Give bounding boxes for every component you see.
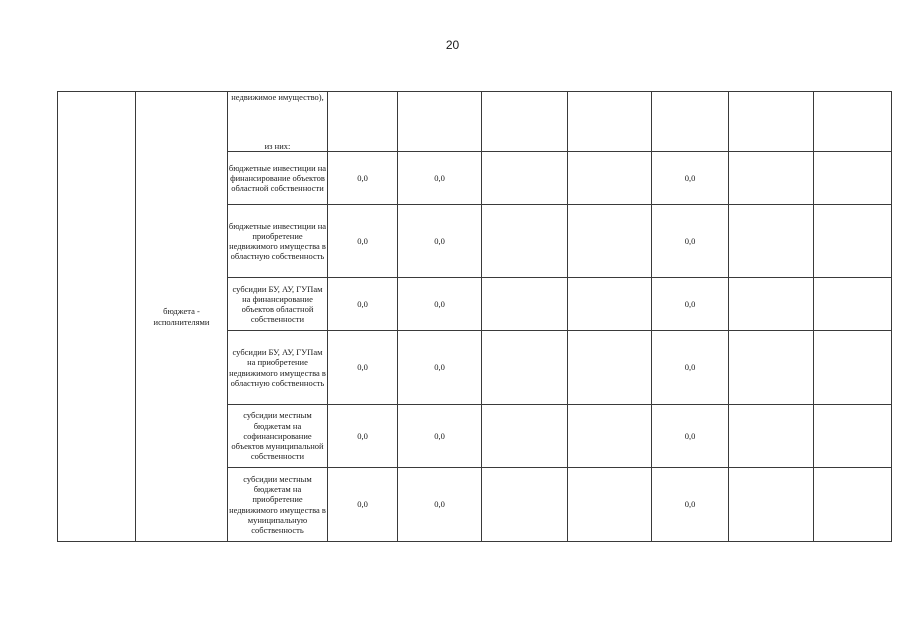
value-cell bbox=[729, 405, 814, 468]
value-cell: 0,0 bbox=[328, 468, 398, 542]
value-cell bbox=[482, 92, 568, 152]
value-cell bbox=[482, 152, 568, 205]
value-cell bbox=[814, 92, 892, 152]
value-cell: 0,0 bbox=[652, 152, 729, 205]
value-cell: 0,0 bbox=[328, 205, 398, 278]
value-cell: 0,0 bbox=[328, 331, 398, 405]
value-cell bbox=[814, 152, 892, 205]
value-cell bbox=[652, 92, 729, 152]
value-cell bbox=[482, 405, 568, 468]
value-cell: 0,0 bbox=[398, 205, 482, 278]
value-cell bbox=[568, 278, 652, 331]
value-cell bbox=[729, 278, 814, 331]
value-cell: 0,0 bbox=[398, 468, 482, 542]
value-cell: 0,0 bbox=[652, 331, 729, 405]
description-cell: субсидии БУ, АУ, ГУПам на финансирование объектов областной собственности bbox=[228, 278, 328, 331]
value-cell: 0,0 bbox=[652, 405, 729, 468]
value-cell: 0,0 bbox=[328, 152, 398, 205]
executors-cell: бюджета - исполнителями bbox=[136, 92, 228, 542]
value-cell: 0,0 bbox=[398, 405, 482, 468]
value-cell bbox=[398, 92, 482, 152]
value-cell: 0,0 bbox=[398, 331, 482, 405]
value-cell bbox=[568, 152, 652, 205]
value-cell bbox=[482, 468, 568, 542]
value-cell bbox=[814, 405, 892, 468]
value-cell: 0,0 bbox=[398, 278, 482, 331]
description-cell bbox=[228, 92, 328, 152]
budget-table bbox=[57, 91, 892, 542]
value-cell bbox=[729, 152, 814, 205]
value-cell bbox=[814, 468, 892, 542]
value-cell: 0,0 bbox=[652, 278, 729, 331]
value-cell bbox=[729, 468, 814, 542]
value-cell bbox=[568, 205, 652, 278]
description-cell: субсидии местным бюджетам на приобретение недвижимого имущества в муниципальную собственность bbox=[228, 468, 328, 542]
sub-label: из них: bbox=[264, 140, 291, 151]
value-cell bbox=[729, 92, 814, 152]
value-cell: 0,0 bbox=[398, 152, 482, 205]
value-cell: 0,0 bbox=[328, 278, 398, 331]
blank-cell bbox=[58, 92, 136, 542]
value-cell bbox=[568, 405, 652, 468]
value-cell bbox=[482, 205, 568, 278]
description-text: недвижимое имущество), bbox=[231, 92, 324, 103]
value-cell: 0,0 bbox=[652, 205, 729, 278]
value-cell bbox=[482, 331, 568, 405]
description-cell: субсидии местным бюджетам на софинансирование объектов муниципальной собственности bbox=[228, 405, 328, 468]
description-cell: субсидии БУ, АУ, ГУПам на приобретение недвижимого имущества в областную собственность bbox=[228, 331, 328, 405]
value-cell bbox=[482, 278, 568, 331]
value-cell bbox=[568, 92, 652, 152]
value-cell: 0,0 bbox=[652, 468, 729, 542]
value-cell bbox=[729, 205, 814, 278]
value-cell bbox=[814, 278, 892, 331]
value-cell bbox=[814, 205, 892, 278]
description-cell: бюджетные инвестиции на приобретение недвижимого имущества в областную собственность bbox=[228, 205, 328, 278]
description-cell: бюджетные инвестиции на финансирование объектов областной собственности bbox=[228, 152, 328, 205]
value-cell bbox=[568, 468, 652, 542]
table-row bbox=[58, 92, 892, 152]
value-cell bbox=[568, 331, 652, 405]
value-cell bbox=[814, 331, 892, 405]
value-cell: 0,0 bbox=[328, 405, 398, 468]
value-cell bbox=[328, 92, 398, 152]
page-number: 20 bbox=[445, 38, 460, 52]
value-cell bbox=[729, 331, 814, 405]
